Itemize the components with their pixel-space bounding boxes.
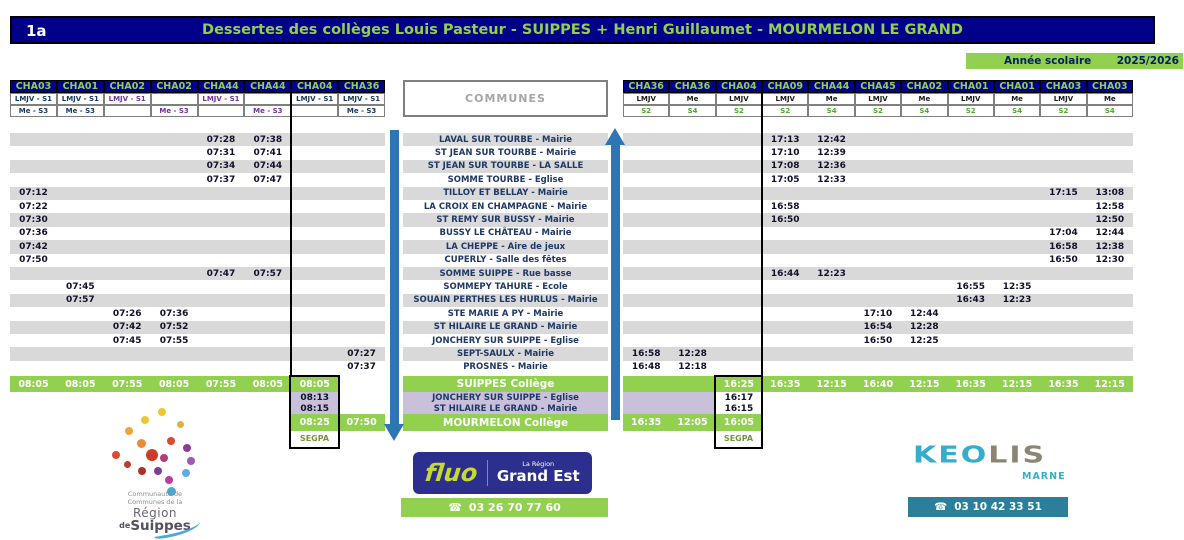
column-header-code: CHA04 (291, 80, 338, 93)
logo-dot (138, 467, 146, 475)
column-header-days: LMJV (762, 93, 808, 105)
column-header-days: Me (901, 93, 947, 105)
arrow-down-head-icon (384, 424, 404, 441)
time-cell: 16:58 (770, 201, 800, 212)
row-stripe (623, 200, 1133, 213)
column-header-code: CHA44 (198, 80, 245, 93)
time-cell: 07:26 (112, 308, 142, 319)
column-header-weeks: S4 (1087, 105, 1133, 117)
column-header-weeks: S4 (901, 105, 947, 117)
column-header-weeks (291, 105, 338, 117)
logo-dot (125, 427, 133, 435)
communes-header-box (403, 80, 608, 117)
column-header-code: CHA04 (716, 80, 762, 93)
column-header-days: LMJV - S1 (104, 93, 151, 105)
logo-dot (158, 408, 166, 416)
row-stripe (10, 213, 385, 226)
row-stripe (623, 294, 1133, 307)
time-cell: 08:05 (18, 378, 49, 390)
cha04-divider-line-left (290, 80, 292, 376)
time-cell: 07:37 (206, 174, 236, 185)
time-cell: 17:05 (770, 174, 800, 185)
logo-dot (165, 476, 173, 484)
time-cell: 12:30 (1095, 255, 1125, 266)
time-cell: 08:25 (299, 417, 330, 428)
time-cell: 07:57 (253, 268, 283, 279)
laregion-label: La Région (522, 460, 555, 469)
time-cell: 16:15 (724, 403, 754, 414)
row-stripe (623, 267, 1133, 280)
logo-dot (141, 416, 149, 424)
cell-bg (623, 392, 669, 403)
column-header-code: CHA36 (338, 80, 385, 93)
time-cell: 07:55 (159, 335, 189, 346)
time-cell: 12:42 (817, 134, 846, 145)
cc-logo-suippes-word: Suippes (130, 518, 191, 534)
cc-logo-region: Région (132, 506, 178, 520)
logo-dot (160, 454, 168, 462)
school-year-value: 2025/2026 (1116, 55, 1179, 67)
logo-dot (154, 467, 162, 475)
time-cell: 16:17 (724, 392, 754, 403)
commune-label: SEPT-SAULX - Mairie (403, 347, 608, 360)
cc-logo-text: Communes de la (127, 498, 183, 506)
time-cell: 17:08 (770, 161, 800, 172)
cell-bg (669, 376, 715, 392)
commune-label: ST JEAN SUR TOURBE - LA SALLE (403, 160, 608, 173)
time-cell: 07:28 (206, 134, 236, 145)
fluo-phone-banner (401, 498, 608, 517)
time-cell: 13:08 (1095, 188, 1125, 199)
time-cell: 12:44 (1095, 228, 1125, 239)
column-header-code: CHA36 (623, 80, 669, 93)
school-year-banner (966, 53, 1183, 69)
time-cell: 07:44 (253, 161, 283, 172)
time-cell: 16:35 (631, 417, 662, 428)
logo-dot (124, 461, 131, 468)
keolis-wordmark-keo: KEO (913, 441, 989, 469)
column-header-weeks: Me - S3 (10, 105, 57, 117)
keolis-logo (913, 441, 1047, 469)
commune-label: PROSNES - Mairie (403, 361, 608, 374)
time-cell: 12:25 (910, 335, 939, 346)
time-cell: 12:18 (678, 362, 707, 373)
time-cell: 07:50 (19, 255, 48, 266)
time-cell: 07:41 (253, 148, 283, 159)
time-cell: 08:05 (299, 378, 330, 390)
time-cell: 07:45 (65, 282, 95, 293)
column-header-days: LMJV (623, 93, 669, 105)
column-header-weeks (198, 105, 245, 117)
time-cell: 16:43 (956, 295, 986, 306)
logo-dot (187, 457, 195, 465)
grandest-label: Grand Est (496, 467, 580, 486)
time-cell: 12:36 (817, 161, 846, 172)
row-stripe (10, 187, 385, 200)
time-cell: 16:40 (862, 378, 894, 390)
commune-label: TILLOY ET BELLAY - Mairie (403, 187, 608, 200)
column-header-code: CHA01 (948, 80, 994, 93)
logo-dot (146, 449, 158, 461)
time-cell: 16:58 (1049, 241, 1078, 252)
time-cell: 12:15 (1094, 378, 1125, 390)
commune-label: LA CROIX EN CHAMPAGNE - Mairie (403, 200, 608, 213)
column-header-code: CHA09 (762, 80, 808, 93)
arrow-up-head-icon (605, 128, 625, 145)
arrow-up-shaft-icon (611, 145, 620, 420)
column-header-weeks: S2 (948, 105, 994, 117)
cell-bg (669, 392, 715, 403)
cc-logo-dots-icon (95, 400, 215, 495)
time-cell: 07:22 (19, 201, 48, 212)
time-cell: 07:57 (65, 295, 95, 306)
commune-label: SOMME SUIPPE - Rue basse (403, 267, 608, 280)
time-cell: 17:10 (770, 148, 800, 159)
time-cell: 07:27 (347, 349, 376, 360)
time-cell: 17:10 (863, 308, 893, 319)
time-cell: 07:45 (112, 335, 142, 346)
row-stripe (10, 307, 385, 320)
fluo-phone-number: 03 26 70 77 60 (468, 501, 561, 514)
commune-label: CUPERLY - Salle des fêtes (403, 254, 608, 267)
commune-label: STE MARIE A PY - Mairie (403, 307, 608, 320)
cell-bg (669, 403, 715, 414)
keolis-wordmark-lis: LIS (988, 441, 1047, 469)
column-header-code: CHA03 (1040, 80, 1086, 93)
cc-logo-text: Communauté de (127, 490, 183, 498)
row-stripe (623, 173, 1133, 186)
time-cell: 08:05 (252, 378, 283, 390)
fluo-grandest-logo (413, 452, 592, 494)
column-header-code: CHA02 (104, 80, 151, 93)
column-header-code: CHA02 (151, 80, 198, 93)
time-cell: 07:52 (159, 322, 189, 333)
time-cell: 12:50 (1095, 215, 1125, 226)
column-header-code: CHA01 (57, 80, 104, 93)
commune-label: ST HILAIRE LE GRAND - Mairie (403, 321, 608, 334)
column-header-code: CHA44 (244, 80, 291, 93)
time-cell: 08:15 (300, 403, 330, 414)
row-stripe (10, 200, 385, 213)
column-header-weeks: S4 (994, 105, 1040, 117)
time-cell: 12:28 (678, 349, 707, 360)
row-stripe (10, 227, 385, 240)
row-stripe (10, 347, 385, 360)
column-header-days: LMJV (855, 93, 901, 105)
column-header-days: Me (994, 93, 1040, 105)
cc-logo-de: de (119, 521, 131, 530)
cc-suippes-logo (95, 400, 215, 538)
column-header-weeks: Me - S3 (338, 105, 385, 117)
row-stripe (10, 240, 385, 253)
time-cell: 08:05 (65, 378, 96, 390)
column-header-days: Me (669, 93, 715, 105)
row-stripe (10, 361, 385, 374)
cell-bg (623, 376, 669, 392)
time-cell: 12:58 (1095, 201, 1125, 212)
time-cell: 12:39 (817, 148, 846, 159)
time-cell: 16:25 (723, 378, 755, 390)
column-header-days: LMJV (1040, 93, 1086, 105)
time-cell: 12:33 (817, 174, 846, 185)
time-cell: 08:05 (158, 378, 190, 390)
time-cell: 12:44 (910, 308, 939, 319)
commune-label: BUSSY LE CHÂTEAU - Mairie (403, 227, 608, 240)
time-cell: 16:05 (723, 417, 755, 428)
time-cell: 12:05 (677, 417, 708, 428)
column-header-weeks: S2 (716, 105, 762, 117)
column-header-days: LMJV - S1 (10, 93, 57, 105)
row-stripe (10, 254, 385, 267)
route-code: 1a (26, 22, 47, 40)
column-header-days: LMJV - S1 (291, 93, 338, 105)
time-cell: 16:50 (770, 215, 800, 226)
column-header-code: CHA03 (1087, 80, 1133, 93)
column-header-weeks: S2 (762, 105, 808, 117)
time-cell: 12:15 (1001, 378, 1033, 390)
column-header-days: LMJV (716, 93, 762, 105)
commune-label: SOMMEPY TAHURE - Ecole (403, 280, 608, 293)
column-header-days: LMJV - S1 (338, 93, 385, 105)
arrow-down-shaft-icon (390, 130, 399, 424)
logo-dot (167, 437, 175, 445)
time-cell: 16:58 (631, 349, 661, 360)
column-header-weeks: S2 (855, 105, 901, 117)
column-header-code: CHA36 (669, 80, 715, 93)
time-cell: 12:38 (1095, 241, 1125, 252)
phone-icon: ☎ (934, 501, 948, 513)
commune-label: JONCHERY SUR SUIPPE - Eglise (403, 392, 608, 403)
commune-label: ST JEAN SUR TOURBE - Mairie (403, 146, 608, 159)
school-year-label: Année scolaire (1004, 55, 1092, 67)
column-header-weeks: S2 (623, 105, 669, 117)
column-header-code: CHA01 (994, 80, 1040, 93)
column-header-days: Me (808, 93, 854, 105)
time-cell: 07:42 (19, 241, 48, 252)
commune-label: LA CHEPPE - Aire de jeux (403, 240, 608, 253)
time-cell: 12:23 (1002, 295, 1032, 306)
logo-dot (182, 469, 190, 477)
commune-label: SUIPPES Collège (403, 376, 608, 392)
row-stripe (623, 213, 1133, 226)
time-cell: 07:12 (19, 188, 48, 199)
cell-bg (623, 403, 669, 414)
commune-label: MOURMELON Collège (403, 414, 608, 431)
time-cell: 16:35 (1048, 378, 1079, 390)
grandest-wordmark (497, 461, 580, 485)
time-cell: 16:35 (770, 378, 801, 390)
column-header-weeks: Me - S3 (57, 105, 104, 117)
time-cell: 07:30 (19, 215, 48, 226)
column-header-weeks: S4 (808, 105, 854, 117)
keolis-region-label: MARNE (1022, 471, 1066, 482)
communes-header-label: COMMUNES (465, 92, 546, 105)
time-cell: 16:50 (863, 335, 893, 346)
commune-label: JONCHERY SUR SUIPPE - Eglise (403, 334, 608, 347)
time-cell: 16:54 (863, 322, 893, 333)
time-cell: 17:04 (1049, 228, 1078, 239)
time-cell: 16:35 (955, 378, 986, 390)
commune-label: SOUAIN PERTHES LES HURLUS - Mairie (403, 294, 608, 307)
time-cell: 16:48 (631, 362, 661, 373)
time-cell: 07:50 (346, 417, 377, 428)
logo-dot (177, 421, 184, 428)
commune-label: ST REMY SUR BUSSY - Mairie (403, 213, 608, 226)
logo-dot (183, 444, 191, 452)
time-cell: 16:50 (1049, 255, 1078, 266)
row-stripe (623, 280, 1133, 293)
row-stripe (623, 146, 1133, 159)
column-header-weeks: Me - S3 (151, 105, 198, 117)
time-cell: 17:13 (770, 134, 800, 145)
time-cell: 07:37 (347, 362, 376, 373)
time-cell: 16:55 (956, 282, 986, 293)
commune-label: ST HILAIRE LE GRAND - Mairie (403, 403, 608, 414)
time-cell: 12:23 (817, 268, 846, 279)
phone-icon: ☎ (448, 501, 462, 514)
time-cell: 07:47 (206, 268, 236, 279)
time-cell: 07:55 (112, 378, 143, 390)
time-cell: 12:35 (1002, 282, 1032, 293)
time-cell: 07:36 (19, 228, 48, 239)
commune-label: SOMME TOURBE - Eglise (403, 173, 608, 186)
segpa-label-right: SEGPA (723, 434, 754, 443)
column-header-days: Me (1087, 93, 1133, 105)
column-header-days: LMJV - S1 (57, 93, 104, 105)
time-cell: 07:42 (112, 322, 142, 333)
time-cell: 07:31 (206, 148, 236, 159)
divider (487, 460, 488, 486)
page-title: Dessertes des collèges Louis Pasteur - SUIPPES + Henri Guillaumet - MOURMELON LE GRAND (202, 22, 963, 38)
keolis-phone-number: 03 10 42 33 51 (954, 501, 1042, 513)
time-cell: 12:15 (816, 378, 847, 390)
time-cell: 07:34 (206, 161, 236, 172)
title-bar (10, 16, 1155, 44)
column-header-days: LMJV (948, 93, 994, 105)
column-header-code: CHA44 (808, 80, 854, 93)
keolis-phone-banner (908, 497, 1068, 517)
column-header-days (244, 93, 291, 105)
time-cell: 07:38 (253, 134, 283, 145)
row-stripe (623, 133, 1133, 146)
time-cell: 07:36 (159, 308, 189, 319)
column-header-weeks: Me - S3 (244, 105, 291, 117)
time-cell: 08:13 (300, 392, 330, 403)
column-header-weeks (104, 105, 151, 117)
commune-label: LAVAL SUR TOURBE - Mairie (403, 133, 608, 146)
time-cell: 16:44 (770, 268, 800, 279)
row-stripe (10, 334, 385, 347)
column-header-code: CHA03 (10, 80, 57, 93)
column-header-code: CHA45 (855, 80, 901, 93)
time-cell: 12:28 (910, 322, 939, 333)
time-cell: 07:55 (205, 378, 237, 390)
column-header-days: LMJV - S1 (198, 93, 245, 105)
column-header-weeks: S4 (669, 105, 715, 117)
time-cell: 17:15 (1049, 188, 1078, 199)
logo-dot (137, 439, 146, 448)
column-header-weeks: S2 (1040, 105, 1086, 117)
cha04-divider-line-right (761, 80, 763, 376)
logo-dot (112, 451, 120, 459)
column-header-days (151, 93, 198, 105)
time-cell: 12:15 (909, 378, 940, 390)
segpa-label-left: SEGPA (299, 434, 330, 443)
row-stripe (623, 160, 1133, 173)
time-cell: 07:47 (253, 174, 283, 185)
fluo-wordmark: fluo (423, 459, 480, 487)
row-stripe (10, 321, 385, 334)
column-header-code: CHA02 (901, 80, 947, 93)
